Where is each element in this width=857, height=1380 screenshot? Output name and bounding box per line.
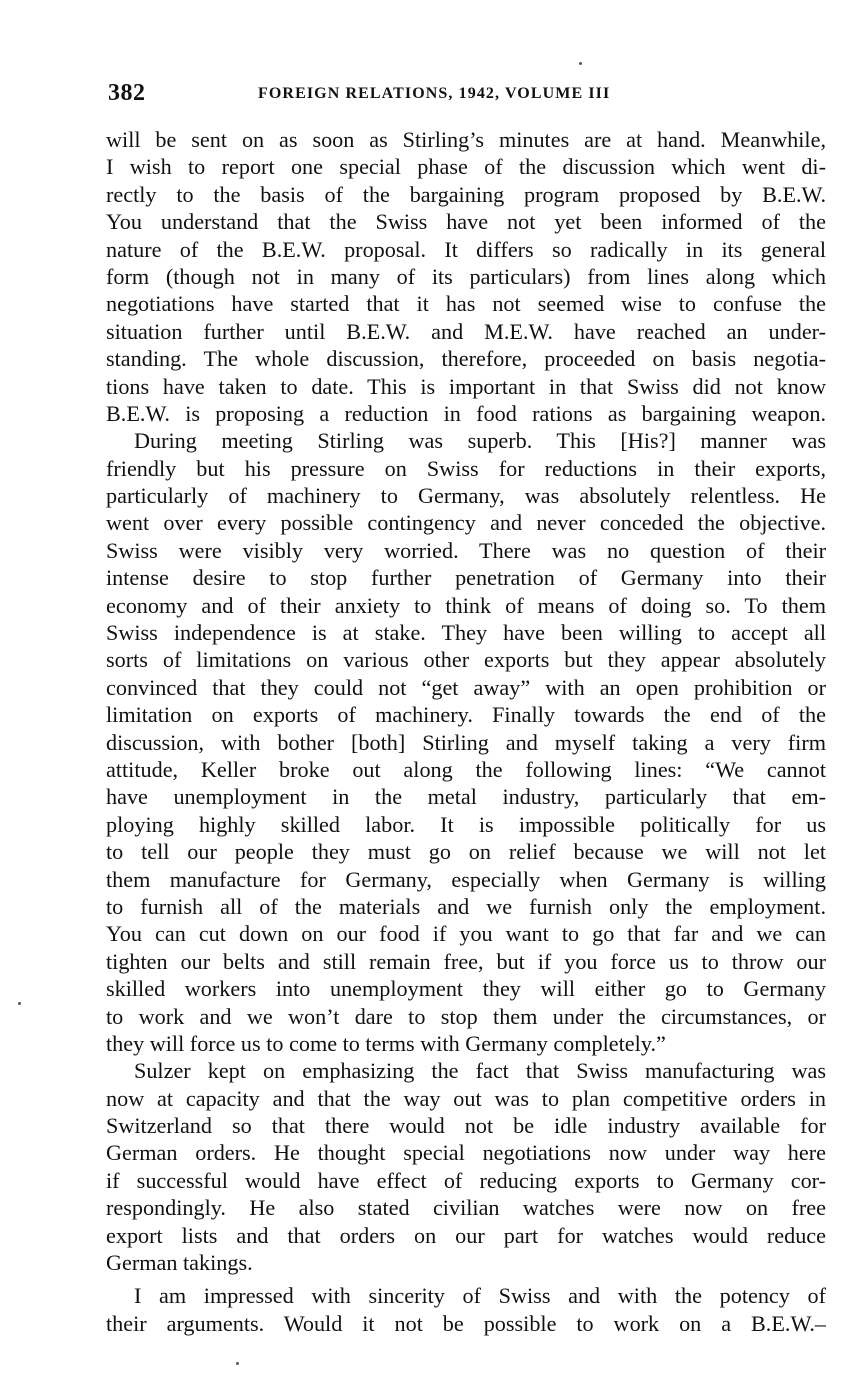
text-line: if successful would have effect of reducing exports to Germany cor-	[106, 1167, 826, 1193]
text-line: attitude, Keller broke out along the following lines: “We cannot	[106, 756, 826, 782]
text-line: convinced that they could not “get away” with an open prohibition or	[106, 674, 826, 700]
text-line: friendly but his pressure on Swiss for reductions in their exports,	[106, 455, 826, 481]
text-line: rectly to the basis of the bargaining program proposed by B.E.W.	[106, 181, 826, 207]
text-line: I am impressed with sincerity of Swiss and with the potency of	[134, 1283, 826, 1309]
text-line: tighten our belts and still remain free, but if you force us to throw our	[106, 948, 826, 974]
text-line: German takings.	[106, 1250, 253, 1276]
text-line: to work and we won’t dare to stop them under the circumstances, or	[106, 1003, 826, 1029]
paragraph-1	[106, 126, 826, 427]
text-line: they will force us to come to terms with Germany completely.”	[106, 1030, 666, 1056]
text-line: You understand that the Swiss have not yet been informed of the	[106, 209, 826, 235]
text-line: skilled workers into unemployment they will either go to Germany	[106, 976, 826, 1002]
text-line: have unemployment in the metal industry, particularly that em-	[106, 784, 826, 810]
text-line: respondingly. He also stated civilian watches were now on free	[106, 1195, 826, 1221]
text-line: tions have taken to date. This is important in that Swiss did not know	[106, 373, 826, 399]
text-line: now at capacity and that the way out was to plan competitive orders in	[106, 1085, 826, 1111]
text-line: them manufacture for Germany, especially when Germany is willing	[106, 866, 826, 892]
text-line: to tell our people they must go on relief because we will not let	[106, 839, 826, 865]
text-line: to furnish all of the materials and we furnish only the employment.	[106, 893, 826, 919]
text-line: nature of the B.E.W. proposal. It differs so radically in its general	[106, 236, 826, 262]
text-line: Swiss independence is at stake. They have been willing to accept all	[106, 620, 826, 646]
text-line: went over every possible contingency and never conceded the objective.	[106, 510, 826, 536]
text-line: situation further until B.E.W. and M.E.W. have reached an under-	[106, 318, 826, 344]
print-speck	[579, 62, 582, 65]
text-line: negotiations have started that it has not seemed wise to confuse the	[106, 291, 826, 317]
text-line: I wish to report one special phase of the discussion which went di-	[106, 154, 826, 180]
text-line: economy and of their anxiety to think of means of doing so. To them	[106, 592, 826, 618]
text-line: Swiss were visibly very worried. There was no question of their	[106, 537, 826, 563]
text-line: limitation on exports of machinery. Finally towards the end of the	[106, 702, 826, 728]
paragraph-4	[106, 1282, 826, 1337]
running-head: FOREIGN RELATIONS, 1942, VOLUME III	[258, 85, 611, 102]
paragraph-3	[106, 1057, 826, 1276]
text-line: intense desire to stop further penetration of Germany into their	[106, 565, 826, 591]
text-line: Switzerland so that there would not be idle industry available for	[106, 1113, 826, 1139]
text-line: B.E.W. is proposing a reduction in food rations as bargaining weapon.	[106, 400, 826, 426]
text-line: particularly of machinery to Germany, was absolutely relentless. He	[106, 483, 826, 509]
text-line: sorts of limitations on various other exports but they appear absolutely	[106, 647, 826, 673]
text-line: form (though not in many of its particulars) from lines along which	[106, 263, 826, 289]
text-line: Sulzer kept on emphasizing the fact that Swiss manufacturing was	[134, 1058, 826, 1084]
page-header	[108, 80, 828, 110]
page-number: 382	[108, 80, 146, 106]
text-line: discussion, with bother [both] Stirling and myself taking a very firm	[106, 729, 826, 755]
text-line: German orders. He thought special negotiations now under way here	[106, 1140, 826, 1166]
text-line: their arguments. Would it not be possible to work on a B.E.W.–	[106, 1310, 826, 1336]
text-line: ploying highly skilled labor. It is impossible politically for us	[106, 811, 826, 837]
print-speck	[236, 1362, 239, 1365]
print-speck	[18, 1002, 21, 1005]
text-line: export lists and that orders on our part for watches would reduce	[106, 1222, 826, 1248]
text-line: You can cut down on our food if you want to go that far and we can	[106, 921, 826, 947]
text-line: During meeting Stirling was superb. This [His?] manner was	[134, 428, 826, 454]
text-line: will be sent on as soon as Stirling’s minutes are at hand. Meanwhile,	[106, 127, 826, 152]
text-line: standing. The whole discussion, therefore, proceeded on basis negotia-	[106, 346, 826, 372]
paragraph-2	[106, 427, 826, 1057]
body-text	[106, 126, 826, 1337]
